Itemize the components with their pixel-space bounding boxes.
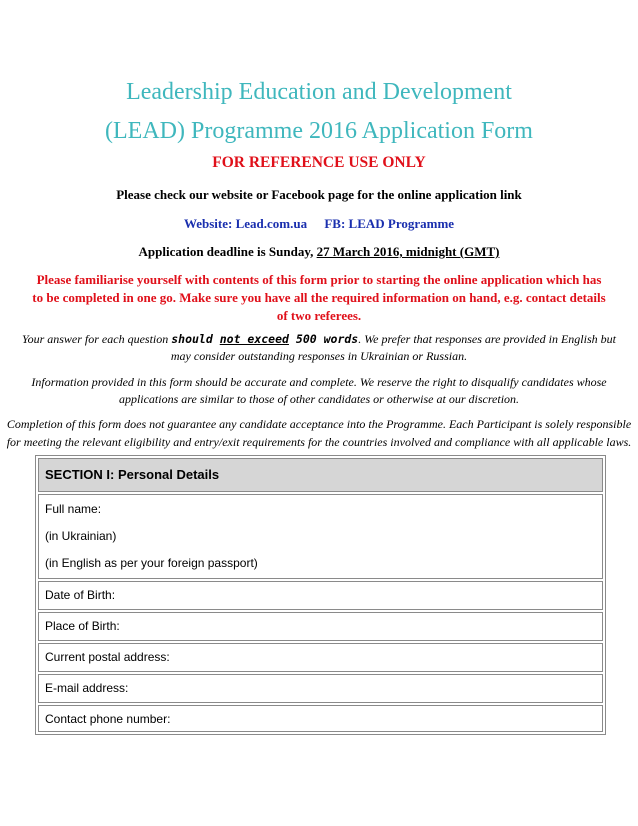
- contact-links: [0, 216, 638, 232]
- date-of-birth-field[interactable]: [38, 581, 603, 610]
- phone-label: Contact phone number:: [45, 712, 171, 726]
- section-heading: SECTION I: Personal Details: [45, 467, 220, 482]
- online-link-notice: Please check our website or Facebook page for the online application link: [116, 187, 522, 202]
- full-name-field[interactable]: [38, 494, 603, 579]
- word-limit-should: should: [171, 332, 213, 346]
- deadline-prefix: Application deadline is Sunday,: [138, 244, 317, 259]
- email-label: E-mail address:: [45, 681, 129, 695]
- word-limit-count: 500 words: [295, 332, 359, 346]
- place-of-birth-field[interactable]: [38, 612, 603, 641]
- accuracy-note: Information provided in this form should be accurate and complete. We reserve the right to disqualify candidates whose applications are similar to those of other candidates or otherwise at our discretion.: [31, 375, 607, 406]
- full-name-label: Full name:: [45, 502, 102, 516]
- form-title-line-1: Leadership Education and Development: [126, 79, 512, 105]
- website-link[interactable]: Website: Lead.com.ua: [183, 216, 308, 231]
- email-field[interactable]: [38, 674, 603, 703]
- word-limit-prefix: Your answer for each question: [22, 332, 172, 346]
- ukrainian-name-label: (in Ukrainian): [45, 529, 117, 543]
- completion-disclaimer: Completion of this form does not guarantee any candidate acceptance into the Programme. Each Participant is solely responsible for meeting the relevant eligibility and entry/exit requirements for the countries involved and compliance with all applicable laws.: [6, 417, 632, 449]
- deadline-date: 27 March 2016, midnight (GMT): [316, 244, 500, 259]
- deadline-notice: [0, 244, 638, 260]
- date-of-birth-label: Date of Birth:: [45, 588, 116, 602]
- reference-only-notice: FOR REFERENCE USE ONLY: [212, 154, 426, 171]
- word-limit-not-exceed: not exceed: [219, 332, 289, 346]
- word-limit-suffix: . We prefer that responses are provided in English but may consider outstanding responses in Ukrainian or Russian.: [170, 332, 616, 363]
- section-heading-row: [38, 458, 603, 492]
- word-limit-emphasis: [171, 332, 358, 346]
- form-title-line-2: (LEAD) Programme 2016 Application Form: [105, 118, 533, 144]
- personal-details-table: [35, 455, 606, 735]
- familiarise-warning: Please familiarise yourself with contents of this form prior to starting the online application which has to be completed in one go. Make sure you have all the required information on hand, e.g. contact details of two referees.: [32, 272, 606, 323]
- facebook-link[interactable]: FB: LEAD Programme: [324, 216, 455, 231]
- postal-address-label: Current postal address:: [45, 650, 170, 664]
- phone-field[interactable]: [38, 705, 603, 732]
- place-of-birth-label: Place of Birth:: [45, 619, 120, 633]
- postal-address-field[interactable]: [38, 643, 603, 672]
- word-limit-note: [20, 331, 618, 365]
- english-name-label: (in English as per your foreign passport): [45, 556, 258, 570]
